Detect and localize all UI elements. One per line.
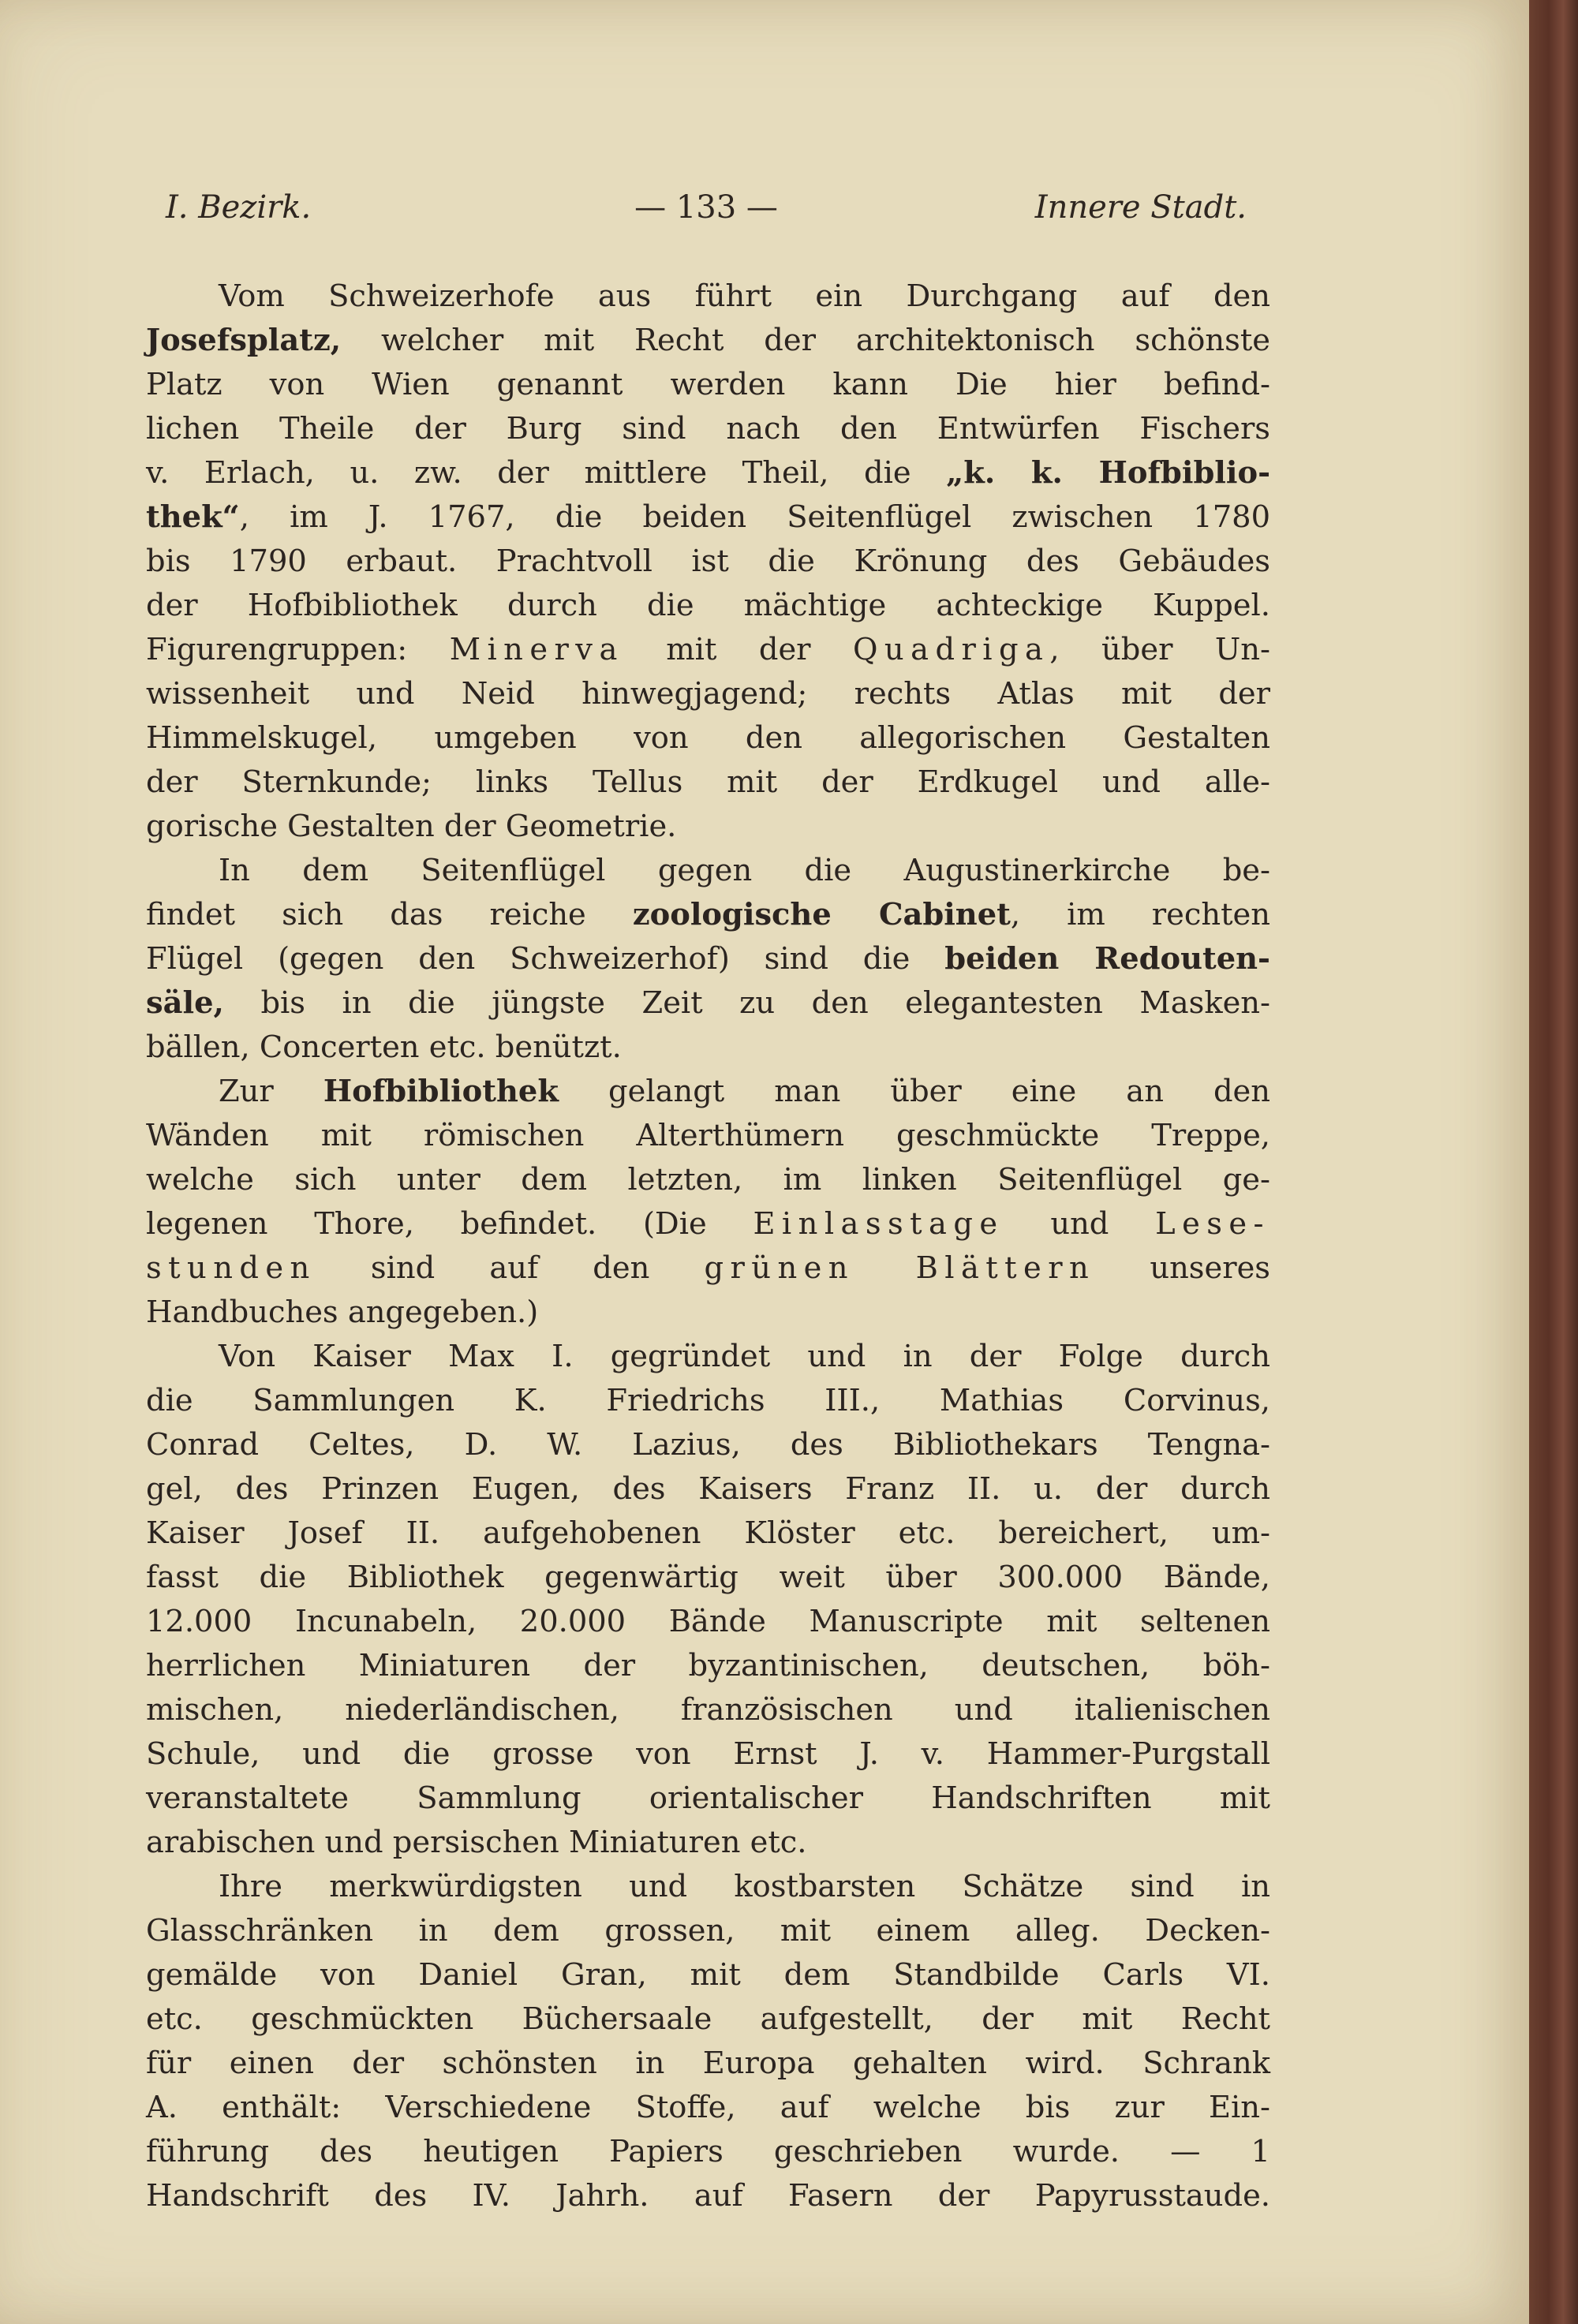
text-line: gorische Gestalten der Geometrie. [146,809,677,844]
text-line: gel, des Prinzen Eugen, des Kaisers Franz II. u. der durch [146,1471,1270,1507]
text-line: findet sich das reiche zoologische Cabinet, im rechten [146,897,1270,932]
text-line: gemälde von Daniel Gran, mit dem Standbilde Carls VI. [146,1957,1270,1993]
text-line: die Sammlungen K. Friedrichs III., Mathias Corvinus, [146,1383,1270,1418]
text-line: bällen, Concerten etc. benützt. [146,1029,622,1065]
text-line: Platz von Wien genannt werden kann Die hier befind- [146,367,1270,402]
paragraph-josefsplatz [146,275,1270,849]
text-line: wissenheit und Neid hinwegjagend; rechts Atlas mit der [146,676,1270,712]
paragraph-seitenfluegel [146,849,1270,1070]
text-line: Kaiser Josef II. aufgehobenen Klöster etc. bereichert, um- [146,1515,1270,1551]
text-line: Schule, und die grosse von Ernst J. v. Hammer-Purgstall [146,1736,1270,1772]
text-line: Handbuches angegeben.) [146,1295,539,1330]
text-line: 12.000 Incunabeln, 20.000 Bände Manuscripte mit seltenen [146,1604,1270,1639]
text-line: Handschrift des IV. Jahrh. auf Fasern der Papyrusstaude. [146,2178,1270,2214]
text-line: Flügel (gegen den Schweizerhof) sind die beiden Redouten- [146,941,1270,977]
header-section: Innere Stadt. [1034,189,1247,226]
text-line: Josefsplatz, welcher mit Recht der architektonisch schönste [146,323,1270,358]
text-line: etc. geschmückten Büchersaale aufgestellt, der mit Recht [146,2001,1270,2037]
text-line: v. Erlach, u. zw. der mittlere Theil, die „k. k. Hofbiblio- [146,455,1270,491]
text-line: Wänden mit römischen Alterthümern geschmückte Treppe, [146,1118,1270,1153]
text-line: Himmelskugel, umgeben von den allegorischen Gestalten [146,720,1270,756]
text-line: A. enthält: Verschiedene Stoffe, auf welche bis zur Ein- [146,2090,1270,2125]
text-line: Glasschränken in dem grossen, mit einem alleg. Decken- [146,1913,1270,1948]
text-line: Von Kaiser Max I. gegründet und in der Folge durch [219,1339,1270,1374]
text-line: mischen, niederländischen, französischen und italienischen [146,1692,1270,1728]
text-line: legenen Thore, befindet. (Die Einlasstage und Lese- [146,1206,1270,1242]
text-line: veranstaltete Sammlung orientalischer Handschriften mit [146,1780,1270,1816]
text-line: für einen der schönsten in Europa gehalten wird. Schrank [146,2046,1270,2081]
text-line: arabischen und persischen Miniaturen etc. [146,1825,807,1860]
text-line: der Sternkunde; links Tellus mit der Erdkugel und alle- [146,764,1270,800]
text-line: Zur Hofbibliothek gelangt man über eine an den [219,1074,1270,1109]
text-line: fasst die Bibliothek gegenwärtig weit über 300.000 Bände, [146,1560,1270,1595]
book-edge [1529,0,1578,2324]
text-line: In dem Seitenflügel gegen die Augustinerkirche be- [219,853,1270,888]
text-line: thek“, im J. 1767, die beiden Seitenflügel zwischen 1780 [146,499,1270,535]
text-line: Figurengruppen: Minerva mit der Quadriga, über Un- [146,632,1270,667]
header-district: I. Bezirk. [166,189,312,226]
paragraph-geschichte [146,1335,1270,1865]
text-line: welche sich unter dem letzten, im linken Seitenflügel ge- [146,1162,1270,1197]
body-text [146,275,1270,2218]
text-line: bis 1790 erbaut. Prachtvoll ist die Krönung des Gebäudes [146,544,1270,579]
paragraph-zugang [146,1070,1270,1335]
text-line: der Hofbibliothek durch die mächtige achteckige Kuppel. [146,588,1270,623]
text-line: lichen Theile der Burg sind nach den Entwürfen Fischers [146,411,1270,446]
text-line: stunden sind auf den grünen Blättern unseres [146,1250,1270,1286]
text-line: Conrad Celtes, D. W. Lazius, des Bibliothekars Tengna- [146,1427,1270,1463]
text-line: säle, bis in die jüngste Zeit zu den elegantesten Masken- [146,985,1270,1021]
running-header [166,189,1247,237]
paragraph-schaetze [146,1865,1270,2218]
text-line: Ihre merkwürdigsten und kostbarsten Schätze sind in [219,1869,1270,1904]
page-number: — 133 — [634,189,778,226]
text-line: führung des heutigen Papiers geschrieben wurde. — 1 [146,2134,1270,2169]
text-line: herrlichen Miniaturen der byzantinischen, deutschen, böh- [146,1648,1270,1683]
text-line: Vom Schweizerhofe aus führt ein Durchgang auf den [219,278,1270,314]
